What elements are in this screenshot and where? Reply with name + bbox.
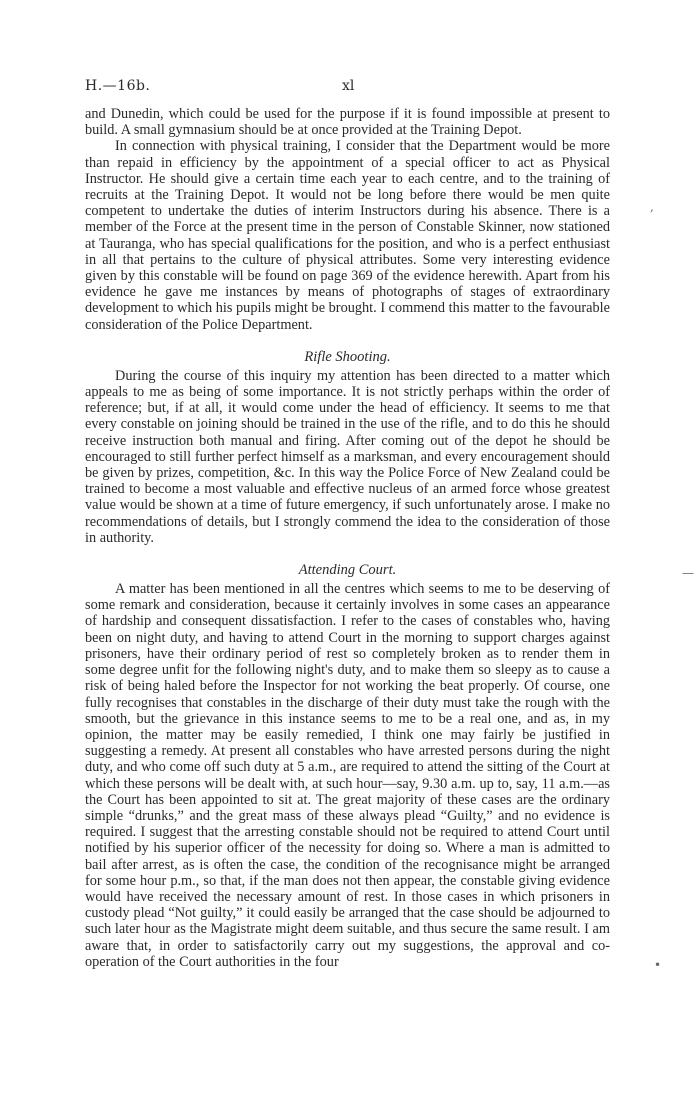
margin-mark: ,: [650, 200, 654, 214]
paragraph-attending-court: A matter has been mentioned in all the centres which seems to me to be deserving of some remark and consideration, because it certainly involves in some cases an appearance of hardship and consequent dissatisfaction. I refer to the cases of constables who, having been on night duty, and having to attend Court in the morning to support charges against prisoners, have their ordinary period of rest so completely broken as to render them in some degree unfit for the following night's duty, and to make them so sleepy as to cause a risk of being haled before the Inspector for not working the beat properly. Of course, one fully recognises that constables in the discharge of their duty must take the rough with the smooth, but the grievance in this instance seems to me to be a real one, and as, in my opinion, the matter may be easily remedied, I think one may fairly be justified in suggesting a remedy. At present all constables who have arrested persons during the night duty, and who come off such duty at 5 a.m., are required to attend the sitting of the Court at which these persons will be dealt with, at such hour—say, 9.30 a.m. up to, say, 11 a.m.—as the Court has been appointed to sit at. The great majority of these cases are the ordinary simple “drunks,” and the great mass of these always plead “Guilty,” and no evidence is required. I suggest that the arresting constable should not be required to attend Court until notified by his superior officer of the necessity for doing so. Where a man is admitted to bail after arrest, as is often the case, the condition of the recognisance might be arranged for some hour p.m., so that, if the man does not then appear, the constable giving evidence would have received the necessary amount of rest. In those cases in which prisoners in custody plead “Not guilty,” it could easily be arranged that the case should be adjourned to such later hour as the Magistrate might deem suitable, and thus secure the same result. I am aware that, in order to satisfactorily carry out my suggestions, the approval and co-operation of the Court authorities in the four: [85, 581, 610, 970]
paragraph-rifle-shooting: During the course of this inquiry my attention has been directed to a matter which appeals to me as being of some importance. It is not strictly perhaps within the order of reference; but, if at all, it would come under the head of efficiency. It seems to me that every constable on joining should be trained in the use of the rifle, and to do this he should receive instruction both manual and firing. After coming out of the depot he should be encouraged to still further perfect himself as a marksman, and every encouragement should be given by prizes, competition, &c. In this way the Police Force of New Zealand could be trained to become a most valuable and effective nucleus of an armed force whose greatest value would be shown at a time of future emergency, if such unfortunately arose. I make no recommendations of details, but I strongly commend the idea to the consideration of those in authority.: [85, 367, 610, 546]
document-reference: H.—16b.: [85, 78, 151, 94]
paragraph-continuation: and Dunedin, which could be used for the purpose if it is found impossible at present to build. A small gymnasium should be at once provided at the Training Depot.: [85, 106, 610, 139]
document-body: [85, 106, 610, 970]
section-heading-attending-court: Attending Court.: [298, 562, 397, 579]
page-header: [85, 78, 610, 98]
page-number: xl: [342, 78, 355, 94]
section-heading-rifle-shooting: Rifle Shooting.: [304, 348, 391, 365]
paragraph-physical-training: In connection with physical training, I consider that the Department would be more than repaid in efficiency by the appointment of a special officer to act as Physical Instructor. He should give a certain time each year to each centre, and to the training of recruits at the Training Depot. It would not be long before there would be men quite competent to undertake the duties of interim Instructors during his absence. There is a member of the Force at the present time in the person of Constable Skinner, now stationed at Tauranga, who has special qualifications for the position, and who is a perfect enthusiast in all that pertains to the culture of physical attributes. Some very interesting evidence given by this constable will be found on page 369 of the evidence herewith. Apart from his evidence he gave me instances by means of photographs of stages of extraordinary development to which his pupils might be brought. I commend this matter to the favourable consideration of the Police Department.: [85, 138, 610, 333]
margin-mark: —: [682, 566, 694, 580]
margin-mark: •: [654, 958, 662, 972]
